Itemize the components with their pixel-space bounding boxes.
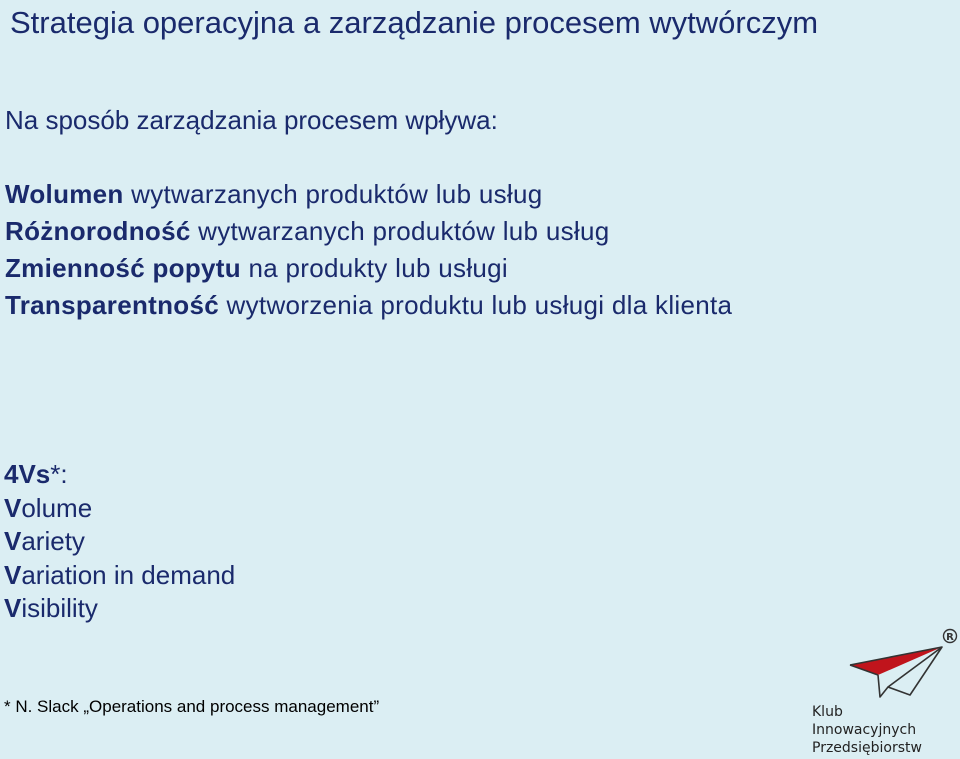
- logo-text: [812, 703, 922, 757]
- four-vs-rest: ariety: [21, 526, 85, 556]
- four-vs-header-bold: 4Vs: [4, 459, 51, 489]
- factor-variety: [5, 213, 732, 250]
- factor-description: wytwarzanych produktów lub usług: [190, 216, 610, 246]
- four-vs-initial: V: [4, 526, 22, 556]
- four-vs-rest: isibility: [21, 593, 98, 623]
- four-vs-header: [4, 458, 235, 492]
- logo-line: Przedsiębiorstw: [812, 740, 922, 756]
- four-vs-header-rest: *:: [50, 459, 68, 489]
- club-logo: [810, 625, 960, 759]
- intro-text: Na sposób zarządzania procesem wpływa:: [5, 105, 498, 135]
- factor-description: wytworzenia produktu lub usługi dla klienta: [219, 290, 733, 320]
- factor-keyword: Wolumen: [5, 179, 124, 209]
- registered-mark: R: [946, 632, 954, 644]
- factor-variation: [5, 250, 732, 287]
- logo-line: Klub: [812, 704, 843, 720]
- factor-description: na produkty lub usługi: [240, 253, 508, 283]
- four-vs-item: [4, 559, 235, 593]
- factor-volume: [5, 176, 732, 213]
- four-vs-list: [4, 458, 235, 626]
- four-vs-item: [4, 492, 235, 526]
- four-vs-rest: olume: [21, 492, 93, 523]
- paper-plane-icon: [810, 625, 960, 705]
- four-vs-item: [4, 525, 235, 559]
- factor-keyword: Różnorodność: [5, 216, 191, 246]
- factors-list: [5, 176, 732, 324]
- footnote: * N. Slack „Operations and process management”: [4, 697, 380, 716]
- slide-title: Strategia operacyjna a zarządzanie procesem wytwórczym: [10, 5, 819, 40]
- four-vs-rest: ariation in demand: [21, 559, 236, 590]
- four-vs-item: [4, 592, 235, 626]
- factor-description: wytwarzanych produktów lub usług: [123, 179, 543, 209]
- four-vs-initial: V: [4, 593, 22, 623]
- four-vs-initial: V: [4, 492, 22, 523]
- four-vs-initial: V: [4, 559, 22, 590]
- factor-visibility: [5, 287, 732, 324]
- factor-keyword: Transparentność: [5, 290, 220, 320]
- factor-keyword: Zmienność popytu: [5, 253, 241, 283]
- logo-line: Innowacyjnych: [812, 722, 917, 738]
